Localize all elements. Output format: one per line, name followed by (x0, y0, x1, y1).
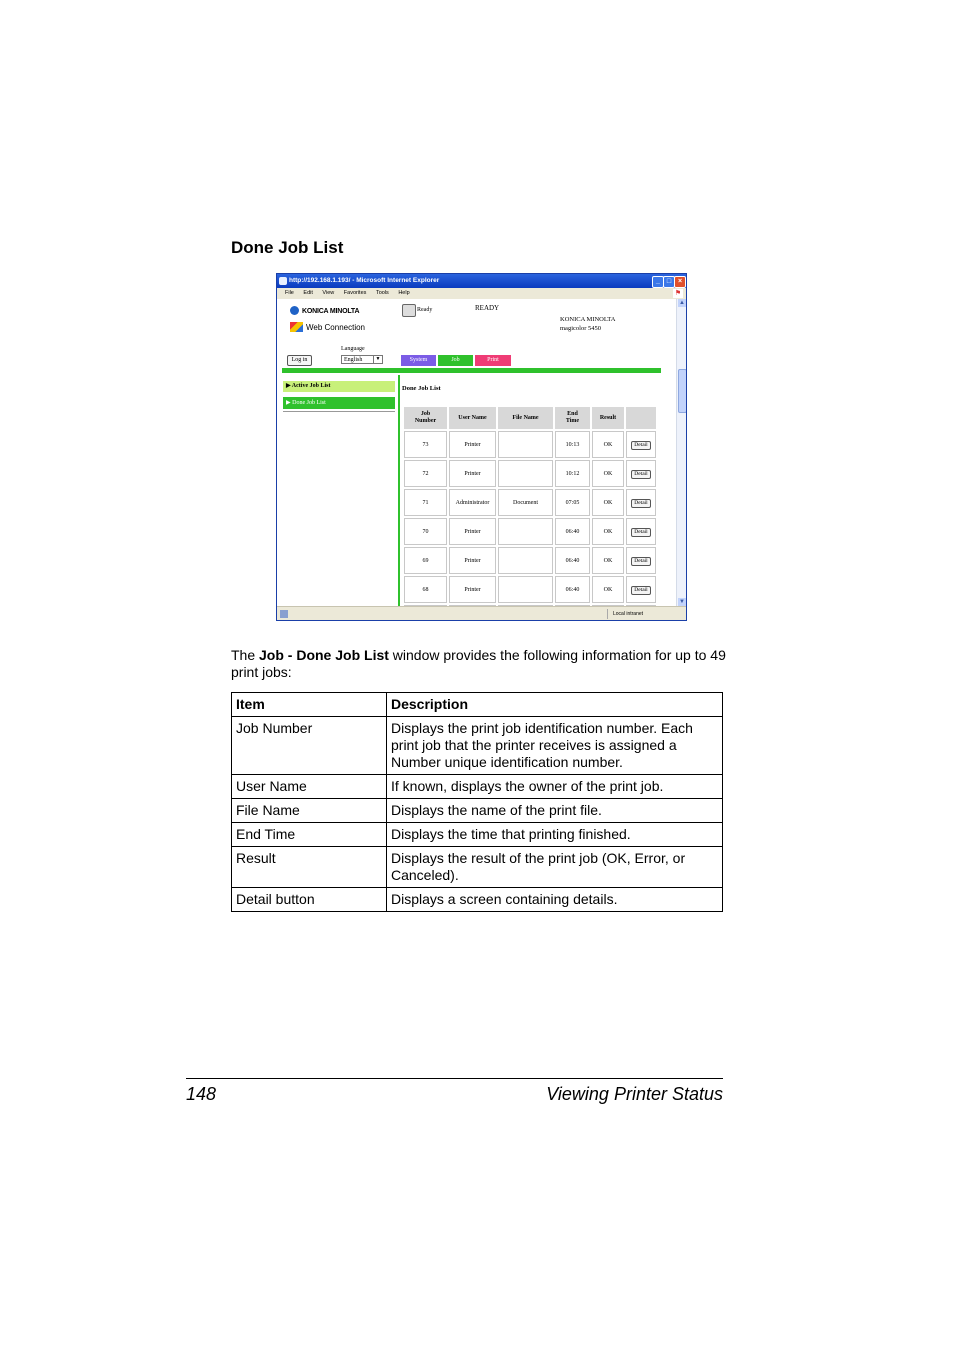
user-name: Administrator (449, 489, 496, 516)
footer-rule (186, 1078, 723, 1079)
description-cell: Displays the print job identification number. Each print job that the printer receives is assigned a Number unique identification number. (387, 717, 723, 775)
zone-label: Local intranet (613, 611, 644, 617)
job-number: 72 (404, 460, 447, 487)
scroll-thumb[interactable] (678, 369, 687, 413)
table-row (232, 799, 723, 823)
printer-icon (402, 304, 416, 317)
tab-system[interactable]: System (401, 355, 436, 366)
item-cell: Result (232, 847, 387, 888)
table-row (232, 717, 723, 775)
description-cell: Displays the name of the print file. (387, 799, 723, 823)
item-cell: Detail button (232, 888, 387, 912)
content-divider (398, 375, 400, 606)
detail-button[interactable]: Detail (631, 528, 650, 537)
konica-minolta-logo: KONICA MINOLTA (290, 306, 359, 315)
table-row (232, 823, 723, 847)
sidebar-item-done-job-list[interactable]: ▶ Done Job List (283, 397, 395, 409)
detail-cell (626, 518, 656, 545)
col-file-name: File Name (498, 407, 553, 429)
item-cell: User Name (232, 775, 387, 799)
menu-edit[interactable]: Edit (303, 290, 313, 296)
table-row (232, 888, 723, 912)
header-description: Description (387, 693, 723, 717)
file-name (498, 518, 553, 545)
detail-button[interactable]: Detail (631, 586, 650, 595)
result: OK (592, 489, 624, 516)
col-user-name: User Name (449, 407, 496, 429)
browser-screenshot (276, 273, 687, 621)
table-row (232, 847, 723, 888)
menu-view[interactable]: View (322, 290, 335, 296)
end-time: 07:05 (555, 489, 590, 516)
page-icon (280, 610, 288, 618)
done-job-table (402, 405, 658, 606)
job-number: 70 (404, 518, 447, 545)
web-page (277, 299, 676, 606)
file-name (498, 547, 553, 574)
col-job-number: Job Number (404, 407, 447, 429)
globe-icon (290, 306, 299, 315)
job-number: 73 (404, 431, 447, 458)
status-label: Ready (417, 307, 433, 313)
table-row (404, 518, 656, 545)
detail-cell (626, 576, 656, 603)
detail-button[interactable]: Detail (631, 441, 650, 450)
detail-cell (626, 460, 656, 487)
result: OK (592, 431, 624, 458)
col-result: Result (592, 407, 624, 429)
tab-print[interactable]: Print (475, 355, 511, 366)
table-row (404, 431, 656, 458)
minimize-button[interactable]: _ (652, 276, 664, 288)
result: OK (592, 576, 624, 603)
detail-cell (626, 489, 656, 516)
col-end-time: End Time (555, 407, 590, 429)
table-row (404, 576, 656, 603)
section-title: Done Job List (231, 238, 344, 257)
menu-help[interactable]: Help (398, 290, 410, 296)
table-header-row (404, 407, 656, 429)
result: OK (592, 518, 624, 545)
language-select[interactable]: English ▼ (341, 355, 383, 364)
language-label: Language (341, 346, 365, 352)
header-item: Item (232, 693, 387, 717)
table-row (404, 489, 656, 516)
printer-model: KONICA MINOLTA magicolor 5450 (560, 316, 616, 332)
item-cell: End Time (232, 823, 387, 847)
detail-button[interactable]: Detail (631, 499, 650, 508)
scroll-down-icon[interactable]: ▼ (679, 599, 685, 605)
pagescope-icon (290, 322, 303, 332)
scroll-up-icon[interactable]: ▲ (679, 300, 685, 306)
table-row (404, 547, 656, 574)
menu-file[interactable]: File (285, 290, 294, 296)
statusbar-divider (607, 609, 608, 619)
detail-button[interactable]: Detail (631, 470, 650, 479)
detail-button[interactable]: Detail (631, 557, 650, 566)
user-name: Printer (449, 547, 496, 574)
description-cell: Displays a screen containing details. (387, 888, 723, 912)
web-connection-logo: Web Connection (290, 322, 365, 332)
detail-cell (626, 431, 656, 458)
table-row (404, 460, 656, 487)
table-header-row (232, 693, 723, 717)
user-name: Printer (449, 518, 496, 545)
chevron-down-icon: ▼ (373, 356, 382, 363)
job-number: 68 (404, 576, 447, 603)
menu-tools[interactable]: Tools (375, 290, 389, 296)
browser-statusbar (277, 606, 686, 621)
item-cell: Job Number (232, 717, 387, 775)
end-time: 06:40 (555, 576, 590, 603)
description-table (231, 692, 723, 912)
content-title: Done Job List (402, 385, 441, 392)
job-number: 71 (404, 489, 447, 516)
window-title: http://192.168.1.193/ - Microsoft Internet Explorer (289, 277, 440, 284)
col-detail (626, 407, 656, 429)
sidebar-item-active-job-list[interactable]: ▶ Active Job List (283, 381, 395, 392)
user-name: Printer (449, 576, 496, 603)
close-button[interactable]: × (674, 276, 686, 288)
maximize-button[interactable]: □ (663, 276, 675, 288)
menu-favorites[interactable]: Favorites (343, 290, 367, 296)
description-cell: Displays the time that printing finished. (387, 823, 723, 847)
description-cell: Displays the result of the print job (OK, Error, or Canceled). (387, 847, 723, 888)
end-time: 10:13 (555, 431, 590, 458)
footer-title: Viewing Printer Status (546, 1084, 723, 1104)
header-divider (282, 368, 661, 373)
ie-icon (279, 277, 287, 285)
result: OK (592, 460, 624, 487)
end-time: 06:40 (555, 547, 590, 574)
window-titlebar (277, 274, 686, 288)
user-name: Printer (449, 431, 496, 458)
file-name (498, 431, 553, 458)
end-time: 06:40 (555, 518, 590, 545)
end-time: 10:12 (555, 460, 590, 487)
page-number: 148 (186, 1084, 217, 1104)
sidebar-divider (283, 411, 395, 412)
item-cell: File Name (232, 799, 387, 823)
intro-paragraph: The Job - Done Job List window provides the following information for up to 49 print jobs: (231, 647, 726, 680)
file-name (498, 576, 553, 603)
job-number: 69 (404, 547, 447, 574)
user-name: Printer (449, 460, 496, 487)
login-button[interactable]: Log in (287, 355, 312, 366)
result: OK (592, 547, 624, 574)
windows-logo-icon: ⚑ (674, 290, 682, 297)
status-text: READY (475, 304, 500, 312)
table-row (232, 775, 723, 799)
detail-cell (626, 547, 656, 574)
file-name: Document (498, 489, 553, 516)
tab-job[interactable]: Job (438, 355, 473, 366)
vertical-scrollbar[interactable] (676, 299, 687, 606)
description-cell: If known, displays the owner of the print job. (387, 775, 723, 799)
file-name (498, 460, 553, 487)
